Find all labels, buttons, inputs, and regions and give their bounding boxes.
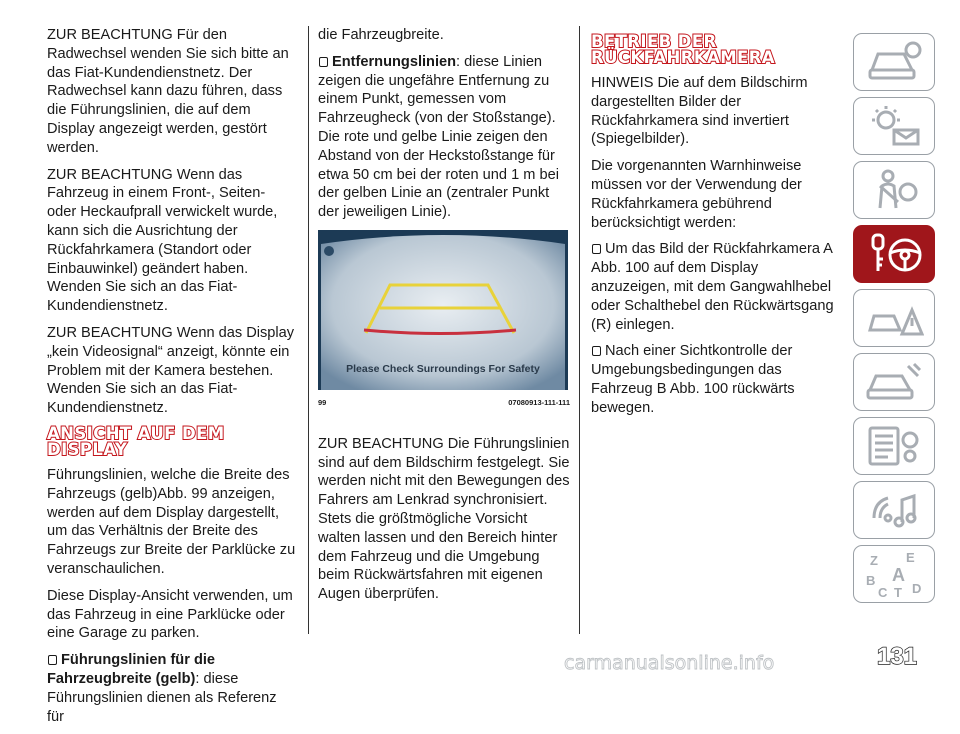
alphabetical-index-icon	[862, 549, 926, 599]
bullet-box-icon	[592, 346, 601, 356]
camera-display-illustration	[318, 230, 568, 390]
text-column-right	[591, 26, 839, 426]
note-collision: ZUR BEACHTUNG Wenn das Fahrzeug in einem Front-, Seiten- oder Heckaufprall verwickelt wurde, kann sich die Ausrichtung der Rückfahrkamera (Standort oder Einbauwinkel) geändert haben. Wenden Sie sich an das Fiat-Kundendienstnetz.	[47, 166, 278, 315]
note-no-video: ZUR BEACHTUNG Wenn das Display „kein Videosignal“ anzeigt, könnte ein Problem mit der Kamera bestehen. Wenden Sie sich an das Fiat-Kundendienstnetz.	[47, 324, 295, 417]
car-dashboard-icon	[864, 40, 924, 84]
technical-data-gears-icon	[864, 424, 924, 468]
text-column-middle	[318, 26, 570, 612]
tab-index[interactable]	[853, 545, 935, 603]
tab-starting-driving[interactable]	[853, 225, 935, 283]
svg-text:carmanualsonline.info: carmanualsonline.info	[564, 652, 775, 674]
svg-text:T: T	[894, 585, 902, 599]
tab-multimedia[interactable]	[853, 481, 935, 539]
figure-number: 99	[318, 397, 327, 407]
screen-warning-text: Please Check Surroundings For Safety	[346, 362, 540, 375]
chapter-tabs	[853, 33, 937, 609]
rear-camera-figure	[318, 230, 568, 390]
watermark-text	[0, 648, 960, 678]
bullet-box-icon	[319, 57, 328, 67]
column-divider	[579, 26, 580, 634]
key-steering-wheel-icon	[861, 231, 927, 277]
bullet-engage-reverse: Um das Bild der Rückfahrkamera A Abb. 100 auf dem Display anzuzeigen, mit dem Gangwahlhebel oder Schalthebel den Rückwärtsgang (R) einlegen.	[591, 241, 834, 333]
paragraph-usage: Diese Display-Ansicht verwenden, um das Fahrzeug in eine Parklücke oder eine Garage zu parken.	[47, 587, 293, 642]
camera-icon	[324, 246, 334, 256]
bullet-width-lines: Führungslinien für die Fahrzeugbreite (gelb): diese Führungslinien dienen als Referenz für	[47, 652, 277, 725]
tab-safety[interactable]	[853, 161, 935, 219]
tab-technical-data[interactable]	[853, 417, 935, 475]
svg-text:E: E	[906, 550, 915, 565]
page-number: 131	[876, 643, 918, 670]
bullet-distance-lines: Entfernungslinien: diese Linien zeigen die ungefähre Entfernung zu einem Punkt, gemessen vom Fahrzeugheck (von der Stoßstange). Die rote und gelbe Linie zeigen den Abstand von der Heckstoßstange für etwa 50 cm bei der roten und 1 m bei der gelben Linie an (zentraler Punkt der jeweiligen Linie).	[318, 53, 559, 221]
multimedia-icon	[864, 488, 924, 532]
note-wheel-change: ZUR BEACHTUNG Für den Radwechsel wenden Sie sich bitte an das Fiat-Kundendienstnetz. Der Radwechsel kann dazu führen, dass die Führungslinien, die auf dem Display angezeigt werden, gestört werden.	[47, 27, 289, 156]
section-heading-display-view: ANSICHT AUF DEM DISPLAY	[47, 423, 225, 459]
paragraph-continuation: die Fahrzeugbreite.	[318, 27, 444, 43]
svg-text:B: B	[866, 573, 876, 588]
tab-service[interactable]	[853, 353, 935, 411]
note-mirror-image: HINWEIS Die auf dem Bildschirm dargestellten Bilder der Rückfahrkamera sind invertiert (Spiegelbilder).	[591, 75, 808, 148]
bullet-move-backward: Nach einer Sichtkontrolle der Umgebungsbedingungen das Fahrzeug B Abb. 100 rückwärts bewegen.	[591, 343, 795, 416]
emergency-car-icon	[864, 296, 924, 340]
svg-text:Z: Z	[870, 553, 878, 568]
paragraph-guidelines: Führungslinien, welche die Breite des Fahrzeugs (gelb)Abb. 99 anzeigen, werden auf dem Display dargestellt, um das Verhältnis der Breite des Fahrzeugs zur Breite der Parklücke zu veranschaulichen.	[47, 466, 296, 577]
safety-belt-airbag-icon	[864, 168, 924, 212]
figure-code: 07080913-111-111	[508, 397, 570, 407]
tab-emergency[interactable]	[853, 289, 935, 347]
section-heading-camera-operation: BETRIEB DER RÜCKFAHRKAMERA	[591, 32, 775, 67]
text-column-left	[47, 26, 297, 734]
watermark-footer	[0, 648, 960, 678]
car-service-icon	[864, 360, 924, 404]
tab-warning-lights[interactable]	[853, 97, 935, 155]
paragraph-warnings: Die vorgenannten Warnhinweise müssen vor der Verwendung der Rückfahrkamera gebührend berücksichtigt werden:	[591, 158, 802, 231]
column-divider	[308, 26, 309, 634]
bullet-box-icon	[592, 244, 601, 254]
svg-text:C: C	[878, 585, 888, 599]
svg-text:A: A	[892, 565, 905, 585]
figure-caption	[318, 394, 570, 413]
svg-text:D: D	[912, 581, 922, 596]
tab-dashboard[interactable]	[853, 33, 935, 91]
note-fixed-lines: ZUR BEACHTUNG Die Führungslinien sind auf dem Bildschirm festgelegt. Sie werden nicht mit den Bewegungen des Fahrers am Lenkrad synchronisiert. Stets die größtmögliche Vorsicht walten lassen und den Bereich hinter dem Fahrzeug und die Umgebung beim Rückwärtsfahren mit eigenen Augen überprüfen.	[318, 435, 570, 603]
warning-lights-icon	[864, 104, 924, 148]
